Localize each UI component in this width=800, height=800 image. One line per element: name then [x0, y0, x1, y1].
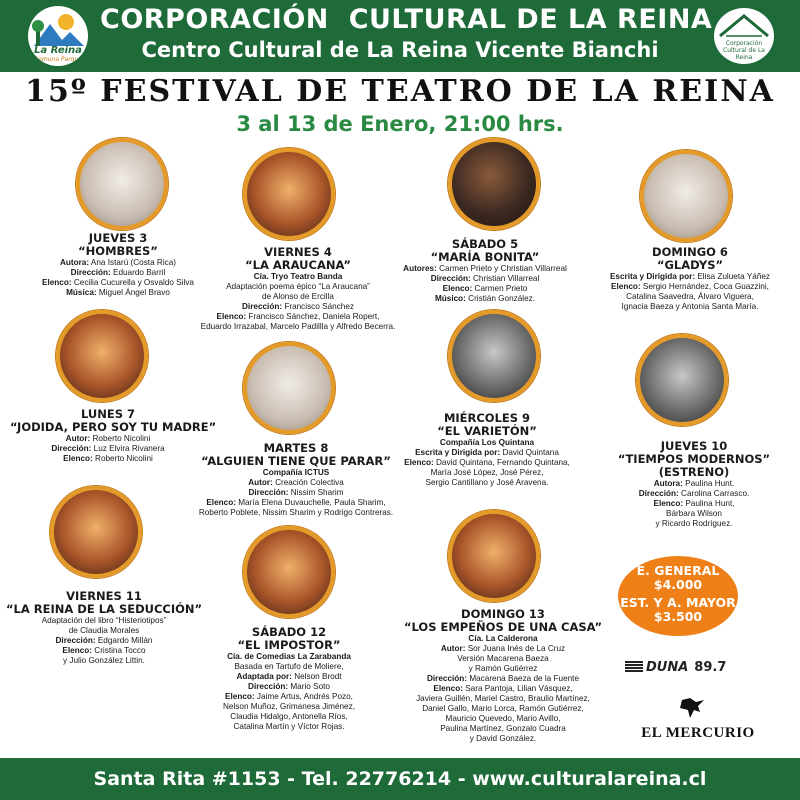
event-company: Compañía ICTUS [262, 468, 330, 477]
credit-role: Elenco: [433, 684, 463, 693]
header-banner [0, 0, 800, 72]
price-general-value: $4.000 [653, 577, 703, 592]
credit-value: David Quintana, Fernando Quintana, [436, 458, 570, 467]
event-credit-line [390, 264, 580, 274]
credit-value: Mauricio Quevedo, Mario Avillo, [445, 714, 561, 723]
event-credit-line [186, 302, 410, 312]
event-credit-line [390, 284, 580, 294]
event-maria-bonita [390, 238, 580, 304]
credit-role: Autor: [440, 644, 466, 653]
credit-value: Catalina Martín y Víctor Rojas. [233, 722, 345, 731]
credit-value: Sergio Hernández, Coca Guazzini, [642, 282, 769, 291]
credit-value: Miguel Ángel Bravo [98, 288, 170, 297]
event-credit-line [398, 714, 608, 724]
event-credit-line [6, 616, 202, 626]
credit-value: Luz Elvira Rivanera [93, 444, 165, 453]
event-la-reina-de-la-seduccion [6, 590, 202, 666]
event-company: Cía. La Calderona [468, 634, 538, 643]
price-student-value: $3.500 [653, 609, 703, 624]
credit-role: Elenco: [206, 498, 236, 507]
credit-value: Nelson Brodt [294, 672, 342, 681]
org-title: CORPORACIÓN CULTURAL DE LA REINA [100, 4, 713, 35]
event-day: VIERNES 11 [66, 589, 142, 603]
event-show-title: “HOMBRES” [78, 244, 158, 258]
event-credit-line [398, 468, 576, 478]
logo-right-text: Corporación Cultural de La Reina [723, 40, 765, 61]
credit-value: Catalina Saavedra, Álvaro Viguera, [626, 292, 754, 301]
event-show-title: “MARÍA BONITA” [430, 250, 540, 264]
event-day: DOMINGO 13 [461, 607, 545, 621]
credit-value: Carmen Prieto [474, 284, 528, 293]
credit-role: Dirección: [430, 274, 471, 283]
event-credit-line [196, 662, 382, 672]
credit-role: Dirección: [426, 674, 468, 683]
credit-value: Francisco Sánchez [284, 302, 354, 311]
event-credit-line [398, 654, 608, 664]
credit-value: Basada en Tartufo de Moliere, [234, 662, 344, 671]
event-show-title: “LOS EMPEÑOS DE UNA CASA” [403, 620, 603, 634]
credit-role: Elenco: [611, 282, 641, 291]
event-photo-hombres [76, 138, 168, 230]
event-photo-el-impostor [243, 526, 335, 618]
credit-value: y David González. [469, 734, 537, 743]
event-credit-line [180, 478, 412, 488]
event-credit-line [10, 434, 206, 444]
credit-value: Eduardo Barril [112, 268, 166, 277]
credit-role: Elenco: [42, 278, 72, 287]
event-photo-maria-bonita [448, 138, 540, 230]
event-credit-line [186, 312, 410, 322]
credit-value: Sor Juana Inés de La Cruz [467, 644, 566, 653]
event-credit-line [398, 674, 608, 684]
event-day: JUEVES 3 [88, 231, 148, 245]
event-credit-line [398, 448, 576, 458]
price-badge [618, 556, 738, 636]
event-photo-la-reina-de-la-seduccion [50, 486, 142, 578]
event-show-title: “GLADYS” [656, 258, 724, 272]
event-day: JUEVES 10 [660, 439, 728, 453]
credit-role: Dirección: [51, 444, 92, 453]
credit-role: Dirección: [70, 268, 111, 277]
event-credit-line [596, 519, 792, 529]
event-day: DOMINGO 6 [652, 245, 728, 259]
credit-value: Roberto Poblete, Nissim Sharim y Rodrigo Contreras. [198, 508, 394, 517]
credit-role: Autora: [653, 479, 683, 488]
credit-value: Versión Macarena Baeza [457, 654, 549, 663]
credit-value: Cristián González. [468, 294, 536, 303]
event-show-title: “JODIDA, PERO SOY TU MADRE” [10, 420, 217, 434]
event-jodida [10, 407, 217, 464]
event-el-impostor [196, 626, 382, 732]
event-credit-line [196, 702, 382, 712]
event-credit-line [186, 282, 410, 292]
event-credit-line [590, 292, 790, 302]
event-credit-line [196, 682, 382, 692]
credit-value: Francisco Sánchez, Daniela Ropert, [248, 312, 380, 321]
credit-role: Músico: [434, 294, 466, 303]
event-credit-line [186, 292, 410, 302]
event-show-title: “EL VARIETÓN” [437, 424, 537, 438]
credit-value: David Quintana [502, 448, 559, 457]
credit-value: Sergio Cantillano y José Aravena. [425, 478, 549, 487]
event-show-title: “EL IMPOSTOR” [237, 638, 341, 652]
event-credit-line [596, 499, 792, 509]
event-credit-line [6, 646, 202, 656]
duna-frequency: 89.7 [694, 660, 727, 675]
event-credit-line [596, 489, 792, 499]
credit-value: Edgardo Millán [97, 636, 153, 645]
duna-logo [625, 660, 765, 675]
mercurio-figure-icon [676, 696, 710, 722]
festival-dates: 3 al 13 de Enero, 21:00 hrs. [236, 112, 564, 136]
event-tiempos-modernos [596, 440, 792, 529]
credit-value: Ana Istarú (Costa Rica) [90, 258, 177, 267]
event-credit-line [196, 722, 382, 732]
corporacion-logo [712, 6, 776, 66]
event-los-empenos [398, 608, 608, 744]
credit-role: Dirección: [638, 489, 679, 498]
event-photo-gladys [640, 150, 732, 242]
credit-value: Mario Soto [290, 682, 330, 691]
event-photo-el-varieton [448, 310, 540, 402]
event-credit-line [390, 294, 580, 304]
credit-value: Paulina Hunt, [685, 499, 735, 508]
event-credit-line [6, 626, 202, 636]
festival-title: 15º FESTIVAL DE TEATRO DE LA REINA [25, 74, 775, 109]
event-show-title: “LA REINA DE LA SEDUCCIÓN” [6, 602, 203, 616]
event-credit-line [398, 724, 608, 734]
event-el-varieton [398, 412, 576, 488]
credit-role: Elenco: [404, 458, 434, 467]
duna-name: DUNA [646, 660, 689, 675]
event-credit-line [196, 692, 382, 702]
event-credit-line [10, 444, 206, 454]
event-photo-los-empenos [448, 510, 540, 602]
event-credit-line [590, 282, 790, 292]
event-credit-line [398, 664, 608, 674]
credit-role: Elenco: [63, 454, 93, 463]
event-day: SÁBADO 12 [251, 625, 327, 639]
logo-left-text: La Reina [34, 45, 82, 56]
credit-value: Paulina Martínez, Gonzalo Cuadra [440, 724, 566, 733]
event-la-araucana [186, 246, 410, 332]
event-credit-line [398, 694, 608, 704]
event-credit-line [398, 478, 576, 488]
credit-role: Adaptada por: [236, 672, 292, 681]
event-credit-line [590, 302, 790, 312]
credit-role: Elenco: [225, 692, 255, 701]
event-company: Compañía Los Quintana [439, 438, 535, 447]
event-credit-line [398, 684, 608, 694]
credit-value: Carmen Prieto y Christian Villarreal [439, 264, 567, 273]
event-day: SÁBADO 5 [451, 237, 519, 251]
footer-contact: Santa Rita #1153 - Tel. 22776214 - www.culturalareina.cl [0, 758, 800, 800]
credit-value: de Alonso de Ercilla [262, 292, 334, 301]
credit-value: Carolina Carrasco. [681, 489, 750, 498]
event-show-subtitle: (ESTRENO) [658, 465, 730, 479]
credit-value: Cecilia Cucurella y Osvaldo Silva [73, 278, 194, 287]
price-student-label: EST. Y A. MAYOR [620, 595, 736, 610]
event-credit-line [6, 656, 202, 666]
event-alguien-tiene-que-parar [180, 442, 412, 518]
credit-value: Ignacia Baeza y Antonia Santa María. [621, 302, 759, 311]
credit-role: Autores: [403, 264, 437, 273]
event-credit-line [196, 672, 382, 682]
credit-role: Dirección: [55, 636, 96, 645]
credit-value: y Julio González Littin. [63, 656, 145, 665]
event-credit-line [590, 272, 790, 282]
event-credit-line [596, 479, 792, 489]
credit-value: María José López, José Pérez, [430, 468, 544, 477]
event-photo-jodida [56, 310, 148, 402]
credit-value: María Elena Duvauchelle, Paula Sharim, [238, 498, 386, 507]
credit-role: Escrita y Dirigida por: [415, 448, 501, 457]
event-credit-line [596, 509, 792, 519]
credit-value: Creación Colectiva [275, 478, 344, 487]
event-credit-line [390, 274, 580, 284]
credit-role: Autor: [65, 434, 91, 443]
credit-role: Elenco: [653, 499, 684, 508]
credit-value: Eduardo Irrazabal, Marcelo Padillla y Alfredo Becerra. [200, 322, 396, 331]
event-day: MIÉRCOLES 9 [443, 411, 531, 425]
event-photo-la-araucana [243, 148, 335, 240]
credit-value: Daniel Gallo, Mario Lorca, Ramón Gutiérrez, [422, 704, 584, 713]
event-day: MARTES 8 [263, 441, 329, 455]
price-general-label: E. GENERAL [636, 563, 720, 578]
credit-role: Escrita y Dirigida por: [609, 272, 696, 281]
credit-value: Cristina Tocco [94, 646, 146, 655]
credit-value: Nelson Muñoz, Grimanesa Jiménez, [223, 702, 355, 711]
event-show-title: “TIEMPOS MODERNOS” [617, 452, 771, 466]
event-day: LUNES 7 [80, 407, 136, 421]
event-company: Cía. de Comedias La Zarabanda [227, 652, 351, 661]
credit-value: Christian Villarreal [473, 274, 540, 283]
header-subtitle: Centro Cultural de La Reina Vicente Bianchi [141, 38, 659, 62]
event-credit-line [398, 458, 576, 468]
event-credit-line [398, 644, 608, 654]
credit-value: Roberto Nicolini [95, 454, 153, 463]
event-show-title: “LA ARAUCANA” [245, 258, 351, 272]
credit-value: Adaptación poema épico “La Araucana” [226, 282, 370, 291]
event-credit-line [398, 734, 608, 744]
event-company: Cía. Tryo Teatro Banda [253, 272, 343, 281]
credit-value: y Ramón Gutiérrez [468, 664, 538, 673]
credit-value: Adaptación del libro “Histeriotipos” [41, 616, 167, 625]
roof-icon [714, 8, 774, 42]
credit-value: Macarena Baeza de la Fuente [469, 674, 580, 683]
credit-value: Javiera Guillén, Mariel Castro, Braulio Martínez, [416, 694, 590, 703]
event-day: VIERNES 4 [264, 245, 332, 259]
el-mercurio-logo: EL MERCURIO [641, 725, 755, 741]
credit-value: de Claudia Morales [68, 626, 140, 635]
credit-role: Música: [66, 288, 97, 297]
event-credit-line [10, 454, 206, 464]
event-credit-line [398, 704, 608, 714]
event-credit-line [180, 488, 412, 498]
credit-value: Nissim Sharim [290, 488, 344, 497]
event-show-title: “ALGUIEN TIENE QUE PARAR” [201, 454, 391, 468]
event-gladys [590, 246, 790, 312]
credit-role: Dirección: [248, 682, 289, 691]
credit-value: Claudia Hidalgo, Antonella Ríos, [230, 712, 348, 721]
credit-value: Sara Pantoja, Lilian Vásquez, [465, 684, 573, 693]
credit-value: Elisa Zulueta Yáñez [697, 272, 771, 281]
credit-role: Elenco: [442, 284, 473, 293]
credit-role: Dirección: [248, 488, 289, 497]
event-credit-line [180, 498, 412, 508]
credit-value: Paulina Hunt. [685, 479, 735, 488]
event-credit-line [180, 508, 412, 518]
event-credit-line [186, 322, 410, 332]
credit-role: Autora: [59, 258, 90, 267]
event-credit-line [6, 636, 202, 646]
event-credit-line [196, 712, 382, 722]
logo-left-tagline: Comuna Parque [34, 56, 82, 63]
event-photo-alguien-tiene-que-parar [243, 342, 335, 434]
credit-value: Jaime Artus, Andrés Pozo, [256, 692, 353, 701]
credit-value: y Ricardo Rodríguez. [655, 519, 733, 528]
credit-role: Elenco: [62, 646, 92, 655]
credit-role: Dirección: [242, 302, 283, 311]
credit-value: Bárbara Wilson [666, 509, 722, 518]
duna-bars-icon [625, 661, 643, 672]
credit-role: Autor: [248, 478, 273, 487]
credit-value: Roberto Nicolini [92, 434, 151, 443]
event-photo-tiempos-modernos [636, 334, 728, 426]
la-reina-logo [28, 6, 88, 66]
credit-role: Elenco: [216, 312, 247, 321]
